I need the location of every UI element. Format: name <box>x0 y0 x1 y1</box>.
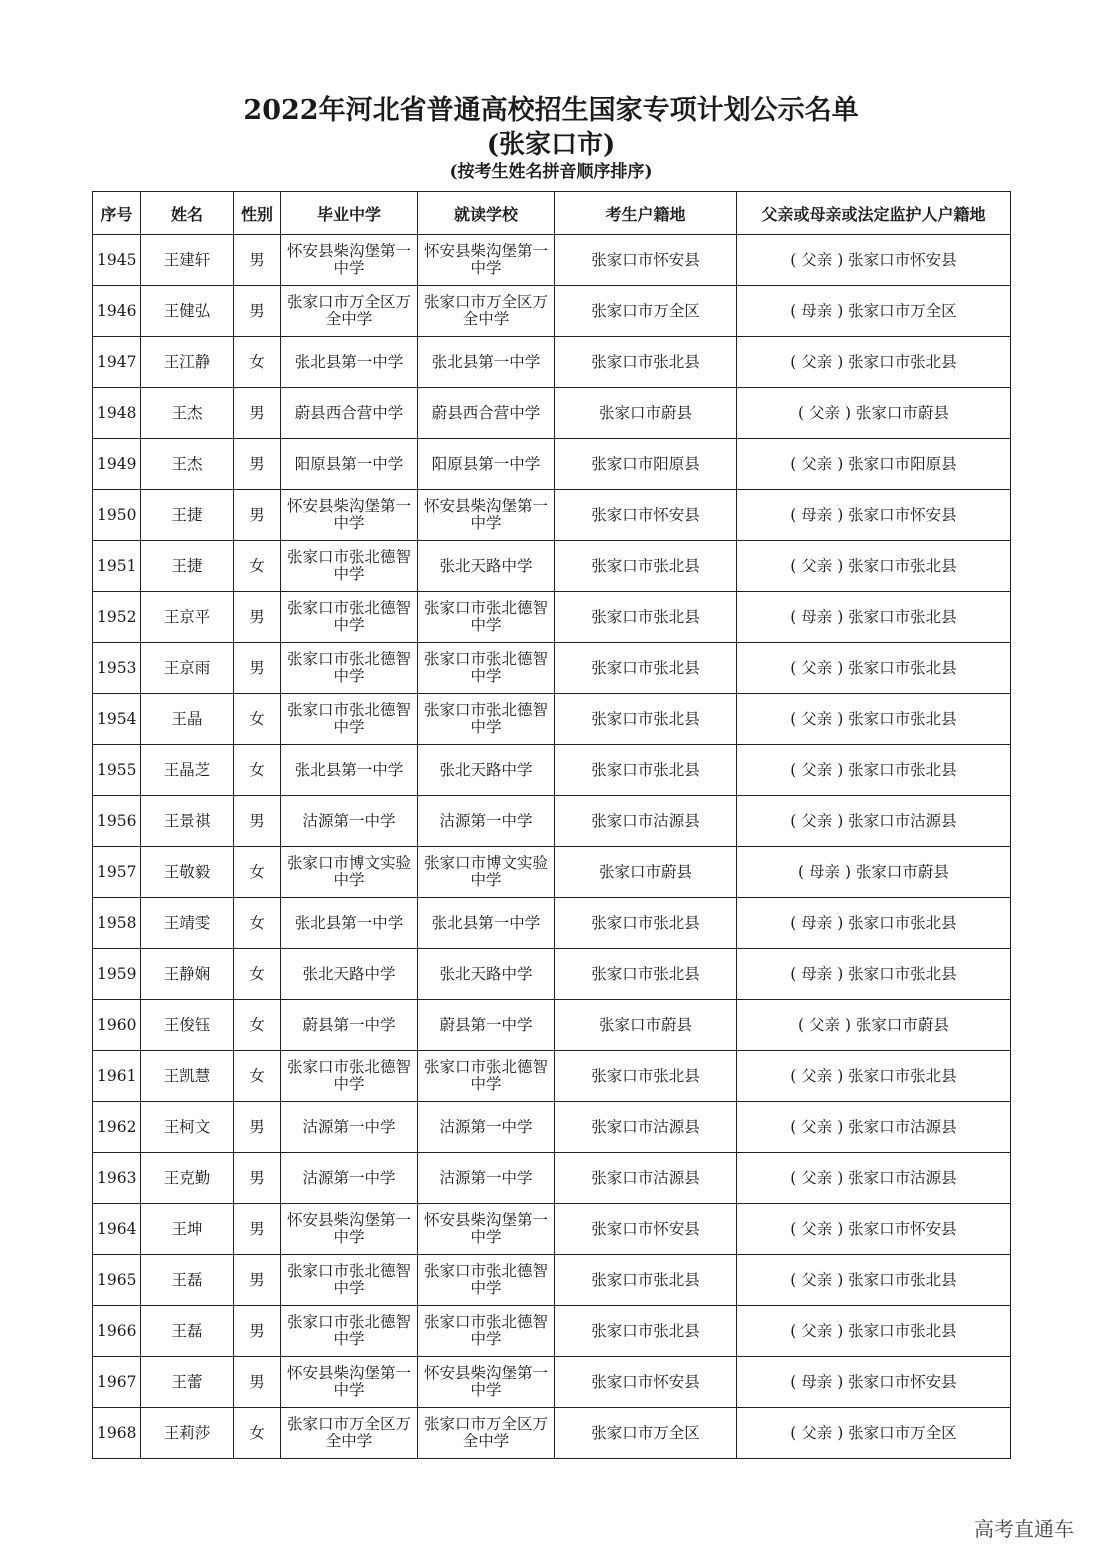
table-row <box>93 949 1011 1000</box>
cell-name: 王敬毅 <box>141 847 234 898</box>
cell-name: 王坤 <box>141 1204 234 1255</box>
cell-name: 王捷 <box>141 490 234 541</box>
cell-current-school: 张北县第一中学 <box>418 337 555 388</box>
cell-name: 王健弘 <box>141 286 234 337</box>
cell-name: 王杰 <box>141 439 234 490</box>
cell-gender: 男 <box>234 1357 281 1408</box>
cell-name: 王建轩 <box>141 235 234 286</box>
cell-student-hukou: 张家口市张北县 <box>555 541 737 592</box>
table-header-row <box>93 192 1011 235</box>
table-row <box>93 1255 1011 1306</box>
cell-name: 王磊 <box>141 1255 234 1306</box>
cell-name: 王京平 <box>141 592 234 643</box>
cell-current-school: 怀安县柴沟堡第一中学 <box>418 235 555 286</box>
cell-current-school: 张北县第一中学 <box>418 898 555 949</box>
cell-guardian-hukou: ( 父亲 ) 张家口市张北县 <box>737 694 1011 745</box>
cell-gender: 女 <box>234 847 281 898</box>
cell-seq: 1962 <box>93 1102 141 1153</box>
cell-graduation-school: 阳原县第一中学 <box>281 439 418 490</box>
cell-name: 王江静 <box>141 337 234 388</box>
cell-student-hukou: 张家口市张北县 <box>555 592 737 643</box>
table-row <box>93 490 1011 541</box>
cell-name: 王莉莎 <box>141 1408 234 1459</box>
cell-seq: 1960 <box>93 1000 141 1051</box>
cell-student-hukou: 张家口市张北县 <box>555 643 737 694</box>
header-student-hukou: 考生户籍地 <box>555 192 737 235</box>
cell-gender: 男 <box>234 1204 281 1255</box>
cell-current-school: 沽源第一中学 <box>418 796 555 847</box>
cell-guardian-hukou: ( 母亲 ) 张家口市蔚县 <box>737 847 1011 898</box>
cell-student-hukou: 张家口市怀安县 <box>555 1357 737 1408</box>
cell-gender: 男 <box>234 1255 281 1306</box>
header-seq: 序号 <box>93 192 141 235</box>
cell-student-hukou: 张家口市张北县 <box>555 1306 737 1357</box>
cell-current-school: 怀安县柴沟堡第一中学 <box>418 1357 555 1408</box>
cell-student-hukou: 张家口市张北县 <box>555 1255 737 1306</box>
table-row <box>93 1102 1011 1153</box>
cell-student-hukou: 张家口市怀安县 <box>555 1204 737 1255</box>
cell-graduation-school: 怀安县柴沟堡第一中学 <box>281 235 418 286</box>
cell-graduation-school: 沽源第一中学 <box>281 1153 418 1204</box>
cell-student-hukou: 张家口市万全区 <box>555 1408 737 1459</box>
cell-guardian-hukou: ( 父亲 ) 张家口市沽源县 <box>737 1102 1011 1153</box>
cell-gender: 男 <box>234 643 281 694</box>
cell-gender: 女 <box>234 1051 281 1102</box>
header-guardian-hukou: 父亲或母亲或法定监护人户籍地 <box>737 192 1011 235</box>
cell-seq: 1967 <box>93 1357 141 1408</box>
cell-graduation-school: 沽源第一中学 <box>281 796 418 847</box>
cell-student-hukou: 张家口市张北县 <box>555 337 737 388</box>
cell-graduation-school: 沽源第一中学 <box>281 1102 418 1153</box>
cell-seq: 1945 <box>93 235 141 286</box>
table-row <box>93 1000 1011 1051</box>
cell-gender: 女 <box>234 745 281 796</box>
cell-student-hukou: 张家口市张北县 <box>555 694 737 745</box>
cell-seq: 1968 <box>93 1408 141 1459</box>
cell-gender: 女 <box>234 949 281 1000</box>
cell-graduation-school: 张北县第一中学 <box>281 337 418 388</box>
cell-current-school: 张北天路中学 <box>418 949 555 1000</box>
cell-gender: 男 <box>234 235 281 286</box>
cell-name: 王俊钰 <box>141 1000 234 1051</box>
cell-name: 王捷 <box>141 541 234 592</box>
cell-name: 王靖雯 <box>141 898 234 949</box>
cell-gender: 男 <box>234 1153 281 1204</box>
cell-guardian-hukou: ( 母亲 ) 张家口市怀安县 <box>737 1357 1011 1408</box>
cell-gender: 女 <box>234 1000 281 1051</box>
cell-graduation-school: 张家口市张北德智中学 <box>281 643 418 694</box>
cell-student-hukou: 张家口市蔚县 <box>555 388 737 439</box>
cell-student-hukou: 张家口市蔚县 <box>555 847 737 898</box>
cell-gender: 男 <box>234 796 281 847</box>
cell-graduation-school: 怀安县柴沟堡第一中学 <box>281 1357 418 1408</box>
cell-guardian-hukou: ( 父亲 ) 张家口市张北县 <box>737 541 1011 592</box>
cell-guardian-hukou: ( 父亲 ) 张家口市沽源县 <box>737 796 1011 847</box>
cell-gender: 男 <box>234 592 281 643</box>
table-row <box>93 1204 1011 1255</box>
table-row <box>93 1306 1011 1357</box>
cell-gender: 男 <box>234 388 281 439</box>
cell-student-hukou: 张家口市万全区 <box>555 286 737 337</box>
cell-gender: 男 <box>234 286 281 337</box>
cell-name: 王晶芝 <box>141 745 234 796</box>
cell-graduation-school: 张家口市博文实验中学 <box>281 847 418 898</box>
cell-name: 王晶 <box>141 694 234 745</box>
cell-student-hukou: 张家口市张北县 <box>555 1051 737 1102</box>
cell-guardian-hukou: ( 母亲 ) 张家口市怀安县 <box>737 490 1011 541</box>
cell-current-school: 怀安县柴沟堡第一中学 <box>418 490 555 541</box>
cell-guardian-hukou: ( 父亲 ) 张家口市万全区 <box>737 1408 1011 1459</box>
document-title: 2022年河北省普通高校招生国家专项计划公示名单 <box>243 95 859 126</box>
cell-seq: 1947 <box>93 337 141 388</box>
cell-seq: 1948 <box>93 388 141 439</box>
cell-seq: 1957 <box>93 847 141 898</box>
cell-guardian-hukou: ( 父亲 ) 张家口市张北县 <box>737 745 1011 796</box>
cell-graduation-school: 蔚县西合营中学 <box>281 388 418 439</box>
document-subtitle: (张家口市) <box>486 130 616 160</box>
cell-seq: 1958 <box>93 898 141 949</box>
cell-name: 王静娴 <box>141 949 234 1000</box>
cell-graduation-school: 怀安县柴沟堡第一中学 <box>281 1204 418 1255</box>
cell-seq: 1961 <box>93 1051 141 1102</box>
cell-current-school: 张家口市博文实验中学 <box>418 847 555 898</box>
cell-gender: 男 <box>234 490 281 541</box>
cell-guardian-hukou: ( 父亲 ) 张家口市沽源县 <box>737 1153 1011 1204</box>
cell-student-hukou: 张家口市沽源县 <box>555 796 737 847</box>
cell-name: 王磊 <box>141 1306 234 1357</box>
cell-gender: 男 <box>234 1102 281 1153</box>
cell-graduation-school: 张北县第一中学 <box>281 745 418 796</box>
cell-graduation-school: 张家口市张北德智中学 <box>281 541 418 592</box>
cell-graduation-school: 张家口市张北德智中学 <box>281 1051 418 1102</box>
cell-student-hukou: 张家口市蔚县 <box>555 1000 737 1051</box>
cell-seq: 1966 <box>93 1306 141 1357</box>
table-row <box>93 337 1011 388</box>
cell-gender: 男 <box>234 1306 281 1357</box>
cell-guardian-hukou: ( 母亲 ) 张家口市张北县 <box>737 949 1011 1000</box>
cell-guardian-hukou: ( 母亲 ) 张家口市万全区 <box>737 286 1011 337</box>
cell-name: 王柯文 <box>141 1102 234 1153</box>
cell-current-school: 张家口市万全区万全中学 <box>418 286 555 337</box>
table-row <box>93 541 1011 592</box>
cell-name: 王杰 <box>141 388 234 439</box>
header-name: 姓名 <box>141 192 234 235</box>
table-row <box>93 745 1011 796</box>
table-row <box>93 898 1011 949</box>
header-current-school: 就读学校 <box>418 192 555 235</box>
cell-seq: 1964 <box>93 1204 141 1255</box>
cell-current-school: 张家口市张北德智中学 <box>418 592 555 643</box>
cell-seq: 1946 <box>93 286 141 337</box>
table-row <box>93 694 1011 745</box>
cell-current-school: 张家口市张北德智中学 <box>418 643 555 694</box>
cell-student-hukou: 张家口市怀安县 <box>555 235 737 286</box>
cell-seq: 1952 <box>93 592 141 643</box>
cell-seq: 1959 <box>93 949 141 1000</box>
cell-seq: 1955 <box>93 745 141 796</box>
cell-current-school: 张家口市张北德智中学 <box>418 694 555 745</box>
table-row <box>93 1408 1011 1459</box>
table-row <box>93 1357 1011 1408</box>
cell-name: 王克勤 <box>141 1153 234 1204</box>
cell-graduation-school: 张家口市张北德智中学 <box>281 592 418 643</box>
cell-student-hukou: 张家口市阳原县 <box>555 439 737 490</box>
table-row <box>93 796 1011 847</box>
table-body <box>93 235 1011 1459</box>
cell-seq: 1949 <box>93 439 141 490</box>
cell-gender: 女 <box>234 1408 281 1459</box>
cell-guardian-hukou: ( 父亲 ) 张家口市张北县 <box>737 1306 1011 1357</box>
cell-seq: 1963 <box>93 1153 141 1204</box>
header-graduation-school: 毕业中学 <box>281 192 418 235</box>
cell-guardian-hukou: ( 父亲 ) 张家口市蔚县 <box>737 1000 1011 1051</box>
cell-current-school: 张北天路中学 <box>418 745 555 796</box>
cell-student-hukou: 张家口市张北县 <box>555 898 737 949</box>
cell-seq: 1951 <box>93 541 141 592</box>
cell-seq: 1954 <box>93 694 141 745</box>
table-row <box>93 388 1011 439</box>
cell-current-school: 阳原县第一中学 <box>418 439 555 490</box>
cell-current-school: 张家口市张北德智中学 <box>418 1255 555 1306</box>
cell-guardian-hukou: ( 父亲 ) 张家口市阳原县 <box>737 439 1011 490</box>
cell-current-school: 蔚县西合营中学 <box>418 388 555 439</box>
cell-seq: 1956 <box>93 796 141 847</box>
cell-current-school: 张家口市张北德智中学 <box>418 1306 555 1357</box>
cell-graduation-school: 张家口市张北德智中学 <box>281 1255 418 1306</box>
cell-name: 王景祺 <box>141 796 234 847</box>
cell-graduation-school: 怀安县柴沟堡第一中学 <box>281 490 418 541</box>
cell-guardian-hukou: ( 父亲 ) 张家口市怀安县 <box>737 1204 1011 1255</box>
table-row <box>93 643 1011 694</box>
watermark: 高考直通车 <box>974 1517 1074 1541</box>
cell-graduation-school: 张家口市万全区万全中学 <box>281 1408 418 1459</box>
cell-current-school: 沽源第一中学 <box>418 1153 555 1204</box>
cell-student-hukou: 张家口市张北县 <box>555 745 737 796</box>
sort-note: (按考生姓名拼音顺序排序) <box>449 162 653 182</box>
cell-graduation-school: 张北县第一中学 <box>281 898 418 949</box>
cell-student-hukou: 张家口市沽源县 <box>555 1102 737 1153</box>
cell-guardian-hukou: ( 父亲 ) 张家口市怀安县 <box>737 235 1011 286</box>
cell-name: 王蕾 <box>141 1357 234 1408</box>
cell-seq: 1950 <box>93 490 141 541</box>
cell-graduation-school: 张家口市张北德智中学 <box>281 694 418 745</box>
cell-guardian-hukou: ( 父亲 ) 张家口市蔚县 <box>737 388 1011 439</box>
cell-student-hukou: 张家口市怀安县 <box>555 490 737 541</box>
cell-student-hukou: 张家口市张北县 <box>555 949 737 1000</box>
cell-current-school: 张家口市张北德智中学 <box>418 1051 555 1102</box>
cell-guardian-hukou: ( 父亲 ) 张家口市张北县 <box>737 643 1011 694</box>
cell-guardian-hukou: ( 母亲 ) 张家口市张北县 <box>737 898 1011 949</box>
table-row <box>93 286 1011 337</box>
cell-current-school: 张家口市万全区万全中学 <box>418 1408 555 1459</box>
table-row <box>93 1051 1011 1102</box>
cell-gender: 女 <box>234 898 281 949</box>
cell-gender: 女 <box>234 337 281 388</box>
cell-graduation-school: 张北天路中学 <box>281 949 418 1000</box>
cell-guardian-hukou: ( 父亲 ) 张家口市张北县 <box>737 1051 1011 1102</box>
cell-gender: 男 <box>234 439 281 490</box>
table-row <box>93 439 1011 490</box>
cell-name: 王凯慧 <box>141 1051 234 1102</box>
cell-graduation-school: 张家口市张北德智中学 <box>281 1306 418 1357</box>
cell-name: 王京雨 <box>141 643 234 694</box>
cell-guardian-hukou: ( 母亲 ) 张家口市张北县 <box>737 592 1011 643</box>
cell-graduation-school: 张家口市万全区万全中学 <box>281 286 418 337</box>
table-row <box>93 1153 1011 1204</box>
cell-gender: 女 <box>234 541 281 592</box>
table-row <box>93 847 1011 898</box>
cell-graduation-school: 蔚县第一中学 <box>281 1000 418 1051</box>
cell-current-school: 蔚县第一中学 <box>418 1000 555 1051</box>
table-row <box>93 592 1011 643</box>
cell-guardian-hukou: ( 父亲 ) 张家口市张北县 <box>737 1255 1011 1306</box>
cell-current-school: 沽源第一中学 <box>418 1102 555 1153</box>
cell-gender: 女 <box>234 694 281 745</box>
cell-seq: 1953 <box>93 643 141 694</box>
cell-seq: 1965 <box>93 1255 141 1306</box>
cell-current-school: 张北天路中学 <box>418 541 555 592</box>
cell-current-school: 怀安县柴沟堡第一中学 <box>418 1204 555 1255</box>
roster-table <box>92 191 1011 1459</box>
cell-guardian-hukou: ( 父亲 ) 张家口市张北县 <box>737 337 1011 388</box>
table-row <box>93 235 1011 286</box>
header-gender: 性别 <box>234 192 281 235</box>
cell-student-hukou: 张家口市沽源县 <box>555 1153 737 1204</box>
